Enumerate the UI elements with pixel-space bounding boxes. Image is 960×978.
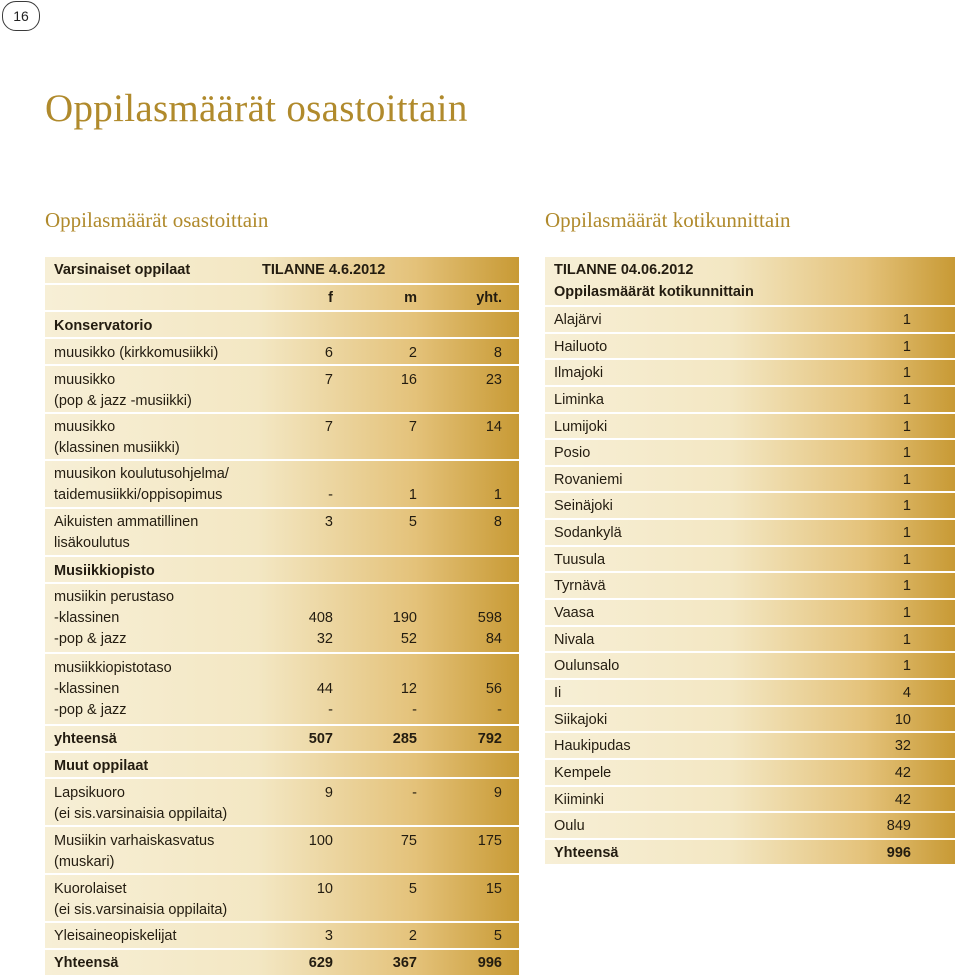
cell-m: 2 [408, 345, 417, 361]
row-label-line: -pop & jazz [54, 702, 127, 718]
table-row [545, 412, 955, 439]
table-row [45, 412, 519, 459]
row-label: Hailuoto [554, 338, 608, 355]
cell-total: 598 [477, 610, 502, 626]
row-label: Yleisaineopiskelijat [54, 928, 177, 944]
row-label: Lumijoki [554, 418, 608, 435]
row-label [54, 417, 180, 459]
table-row [545, 785, 955, 812]
table-row [545, 491, 955, 518]
cell-total: 23 [485, 372, 502, 388]
cell-f: 9 [324, 785, 333, 801]
row-label: Yhteensä [54, 955, 119, 971]
cell-m: 5 [408, 881, 417, 897]
section-row-konservatorio [45, 310, 519, 337]
row-label-line: (ei sis.varsinaisia oppilaita) [54, 806, 228, 822]
cell-total: 792 [477, 731, 502, 747]
cell-m: 12 [400, 681, 417, 697]
table-row [545, 465, 955, 492]
table-row [545, 385, 955, 412]
row-label-line: Aikuisten ammatillinen [54, 514, 199, 530]
table-row [545, 571, 955, 598]
cell-f: 7 [324, 419, 333, 435]
row-label [54, 831, 214, 873]
row-label: Nivala [554, 631, 595, 648]
cell-f: 10 [316, 881, 333, 897]
row-value: 1 [902, 605, 911, 622]
table-row [545, 811, 955, 838]
row-label: Ilmajoki [554, 365, 604, 382]
row-value: 1 [902, 312, 911, 328]
table-row [45, 337, 519, 364]
row-label-line: muusikko [54, 419, 116, 435]
table-row [545, 705, 955, 732]
table-row [45, 873, 519, 921]
row-value: 42 [894, 764, 911, 781]
row-label [54, 464, 229, 506]
row-label-line: musiikkiopistotaso [54, 660, 172, 676]
row-label: Kempele [554, 764, 612, 781]
row-label: Ii [554, 684, 562, 701]
row-label-line: (pop & jazz -musiikki) [54, 393, 192, 409]
cell-total: 9 [493, 785, 502, 801]
row-value: 42 [894, 791, 911, 808]
department-table [45, 257, 519, 975]
section-label: Muut oppilaat [54, 758, 149, 774]
row-label: Tuusula [554, 551, 606, 568]
header-status: TILANNE 4.6.2012 [262, 262, 386, 278]
table-row [545, 332, 955, 359]
row-value: 1 [902, 391, 911, 408]
row-value: 1 [902, 445, 911, 462]
row-label: Oulu [554, 818, 585, 835]
row-label-line: Musiikin varhaiskasvatus [54, 833, 215, 849]
row-value: 10 [894, 711, 911, 728]
table-row [45, 652, 519, 724]
row-label [54, 879, 227, 921]
column-header-row [45, 283, 519, 310]
subtotal-row [45, 724, 519, 751]
row-value: 1 [902, 471, 911, 488]
section-label: Musiikkiopisto [54, 563, 155, 579]
cell-total: - [497, 702, 502, 718]
cell-f: 3 [324, 514, 333, 530]
table-row [545, 731, 955, 758]
cell-total: 175 [477, 833, 502, 849]
row-value: 1 [902, 418, 911, 435]
page-title: Oppilasmäärät osastoittain [45, 87, 468, 130]
row-label: Alajärvi [554, 312, 602, 328]
table-header-row [545, 257, 955, 305]
table-row [545, 438, 955, 465]
row-label: Sodankylä [554, 525, 622, 542]
row-value: 996 [886, 844, 911, 861]
row-value: 849 [886, 818, 911, 835]
row-label [54, 783, 227, 825]
municipality-rows [545, 305, 955, 838]
col-header-m: m [404, 290, 417, 306]
col-header-f: f [328, 290, 333, 306]
row-label: Posio [554, 445, 591, 462]
row-label: Kiiminki [554, 791, 604, 808]
row-label-line: Kuorolaiset [54, 881, 127, 897]
header-status: TILANNE 04.06.2012 [554, 262, 694, 278]
cell-total: 8 [493, 345, 502, 361]
cell-f: 408 [308, 610, 333, 626]
table-row [545, 305, 955, 332]
row-label [54, 370, 192, 412]
section-title-departments: Oppilasmäärät osastoittain [45, 208, 269, 232]
table-row [45, 921, 519, 948]
cell-m: 1 [408, 487, 417, 503]
row-value: 1 [902, 338, 911, 355]
cell-total: 5 [493, 928, 502, 944]
row-label: Tyrnävä [554, 578, 606, 595]
header-title: Oppilasmäärät kotikunnittain [554, 284, 754, 300]
row-label-line: Lapsikuoro [54, 785, 125, 801]
cell-m: 75 [400, 833, 417, 849]
cell-f: - [328, 487, 333, 503]
section-row-muut [45, 751, 519, 777]
cell-f: 629 [308, 955, 333, 971]
table-row [545, 545, 955, 572]
row-label [54, 512, 198, 554]
row-label-line: muusikon koulutusohjelma/ [54, 466, 229, 482]
row-label: Liminka [554, 391, 604, 408]
cell-f: 100 [308, 833, 333, 849]
cell-total: 14 [485, 419, 502, 435]
cell-total: 56 [485, 681, 502, 697]
row-label [54, 587, 174, 650]
cell-m: 16 [400, 372, 417, 388]
section-label: Konservatorio [54, 318, 153, 334]
cell-f: 7 [324, 372, 333, 388]
row-label-line: (ei sis.varsinaisia oppilaita) [54, 902, 228, 918]
row-label-line: (klassinen musiikki) [54, 440, 180, 456]
row-label-line: taidemusiikki/oppisopimus [54, 487, 223, 503]
row-value: 1 [902, 525, 911, 542]
table-row [45, 777, 519, 825]
row-label-line: muusikko [54, 372, 116, 388]
cell-total: 1 [493, 487, 502, 503]
cell-f: 507 [308, 731, 333, 747]
table-row [45, 582, 519, 652]
section-row-musiikkiopisto [45, 555, 519, 582]
row-label-line: (muskari) [54, 854, 115, 870]
table-header-row [45, 257, 519, 283]
cell-m: 190 [392, 610, 417, 626]
row-value: 32 [894, 738, 911, 755]
cell-m: 2 [408, 928, 417, 944]
cell-m: 7 [408, 419, 417, 435]
row-value: 1 [902, 365, 911, 382]
row-value: 4 [902, 684, 911, 701]
page-number: 16 [2, 1, 40, 31]
row-value: 1 [902, 498, 911, 515]
row-label-line: -klassinen [54, 681, 120, 697]
table-row [545, 358, 955, 385]
cell-f: 32 [316, 631, 333, 647]
row-label: Rovaniemi [554, 471, 623, 488]
table-row [545, 758, 955, 785]
table-row [545, 651, 955, 678]
row-value: 1 [902, 631, 911, 648]
cell-total: 15 [485, 881, 502, 897]
total-row [545, 838, 955, 865]
row-label: muusikko (kirkkomusiikki) [54, 345, 219, 361]
table-row [545, 678, 955, 705]
row-label: Haukipudas [554, 738, 631, 755]
row-label: Siikajoki [554, 711, 608, 728]
table-row [45, 507, 519, 555]
cell-f: - [328, 702, 333, 718]
header-label: Varsinaiset oppilaat [54, 262, 191, 278]
row-value: 1 [902, 551, 911, 568]
section-title-municipalities: Oppilasmäärät kotikunnittain [545, 208, 791, 232]
row-label-line: -klassinen [54, 610, 120, 626]
cell-m: 5 [408, 514, 417, 530]
cell-m: 367 [392, 955, 417, 971]
cell-total: 84 [485, 631, 502, 647]
table-row [45, 364, 519, 412]
table-row [545, 625, 955, 652]
cell-f: 6 [324, 345, 333, 361]
row-label: Seinäjoki [554, 498, 613, 515]
col-header-total: yht. [476, 290, 502, 306]
cell-f: 3 [324, 928, 333, 944]
row-label: Yhteensä [554, 844, 619, 861]
table-row [545, 598, 955, 625]
total-row [45, 948, 519, 975]
row-value: 1 [902, 578, 911, 595]
cell-total: 8 [493, 514, 502, 530]
table-row [45, 459, 519, 507]
row-label-line: -pop & jazz [54, 631, 127, 647]
cell-m: - [412, 702, 417, 718]
row-value: 1 [902, 658, 911, 675]
cell-total: 996 [477, 955, 502, 971]
row-label: Oulunsalo [554, 658, 620, 675]
cell-m: 52 [400, 631, 417, 647]
row-label: Vaasa [554, 605, 595, 622]
table-row [545, 518, 955, 545]
cell-m: 285 [392, 731, 417, 747]
cell-m: - [412, 785, 417, 801]
row-label-line: musiikin perustaso [54, 589, 175, 605]
table-row [45, 825, 519, 873]
row-label: yhteensä [54, 731, 117, 747]
row-label-line: lisäkoulutus [54, 535, 130, 551]
row-label [54, 658, 172, 721]
municipality-table [545, 257, 955, 864]
cell-f: 44 [316, 681, 333, 697]
